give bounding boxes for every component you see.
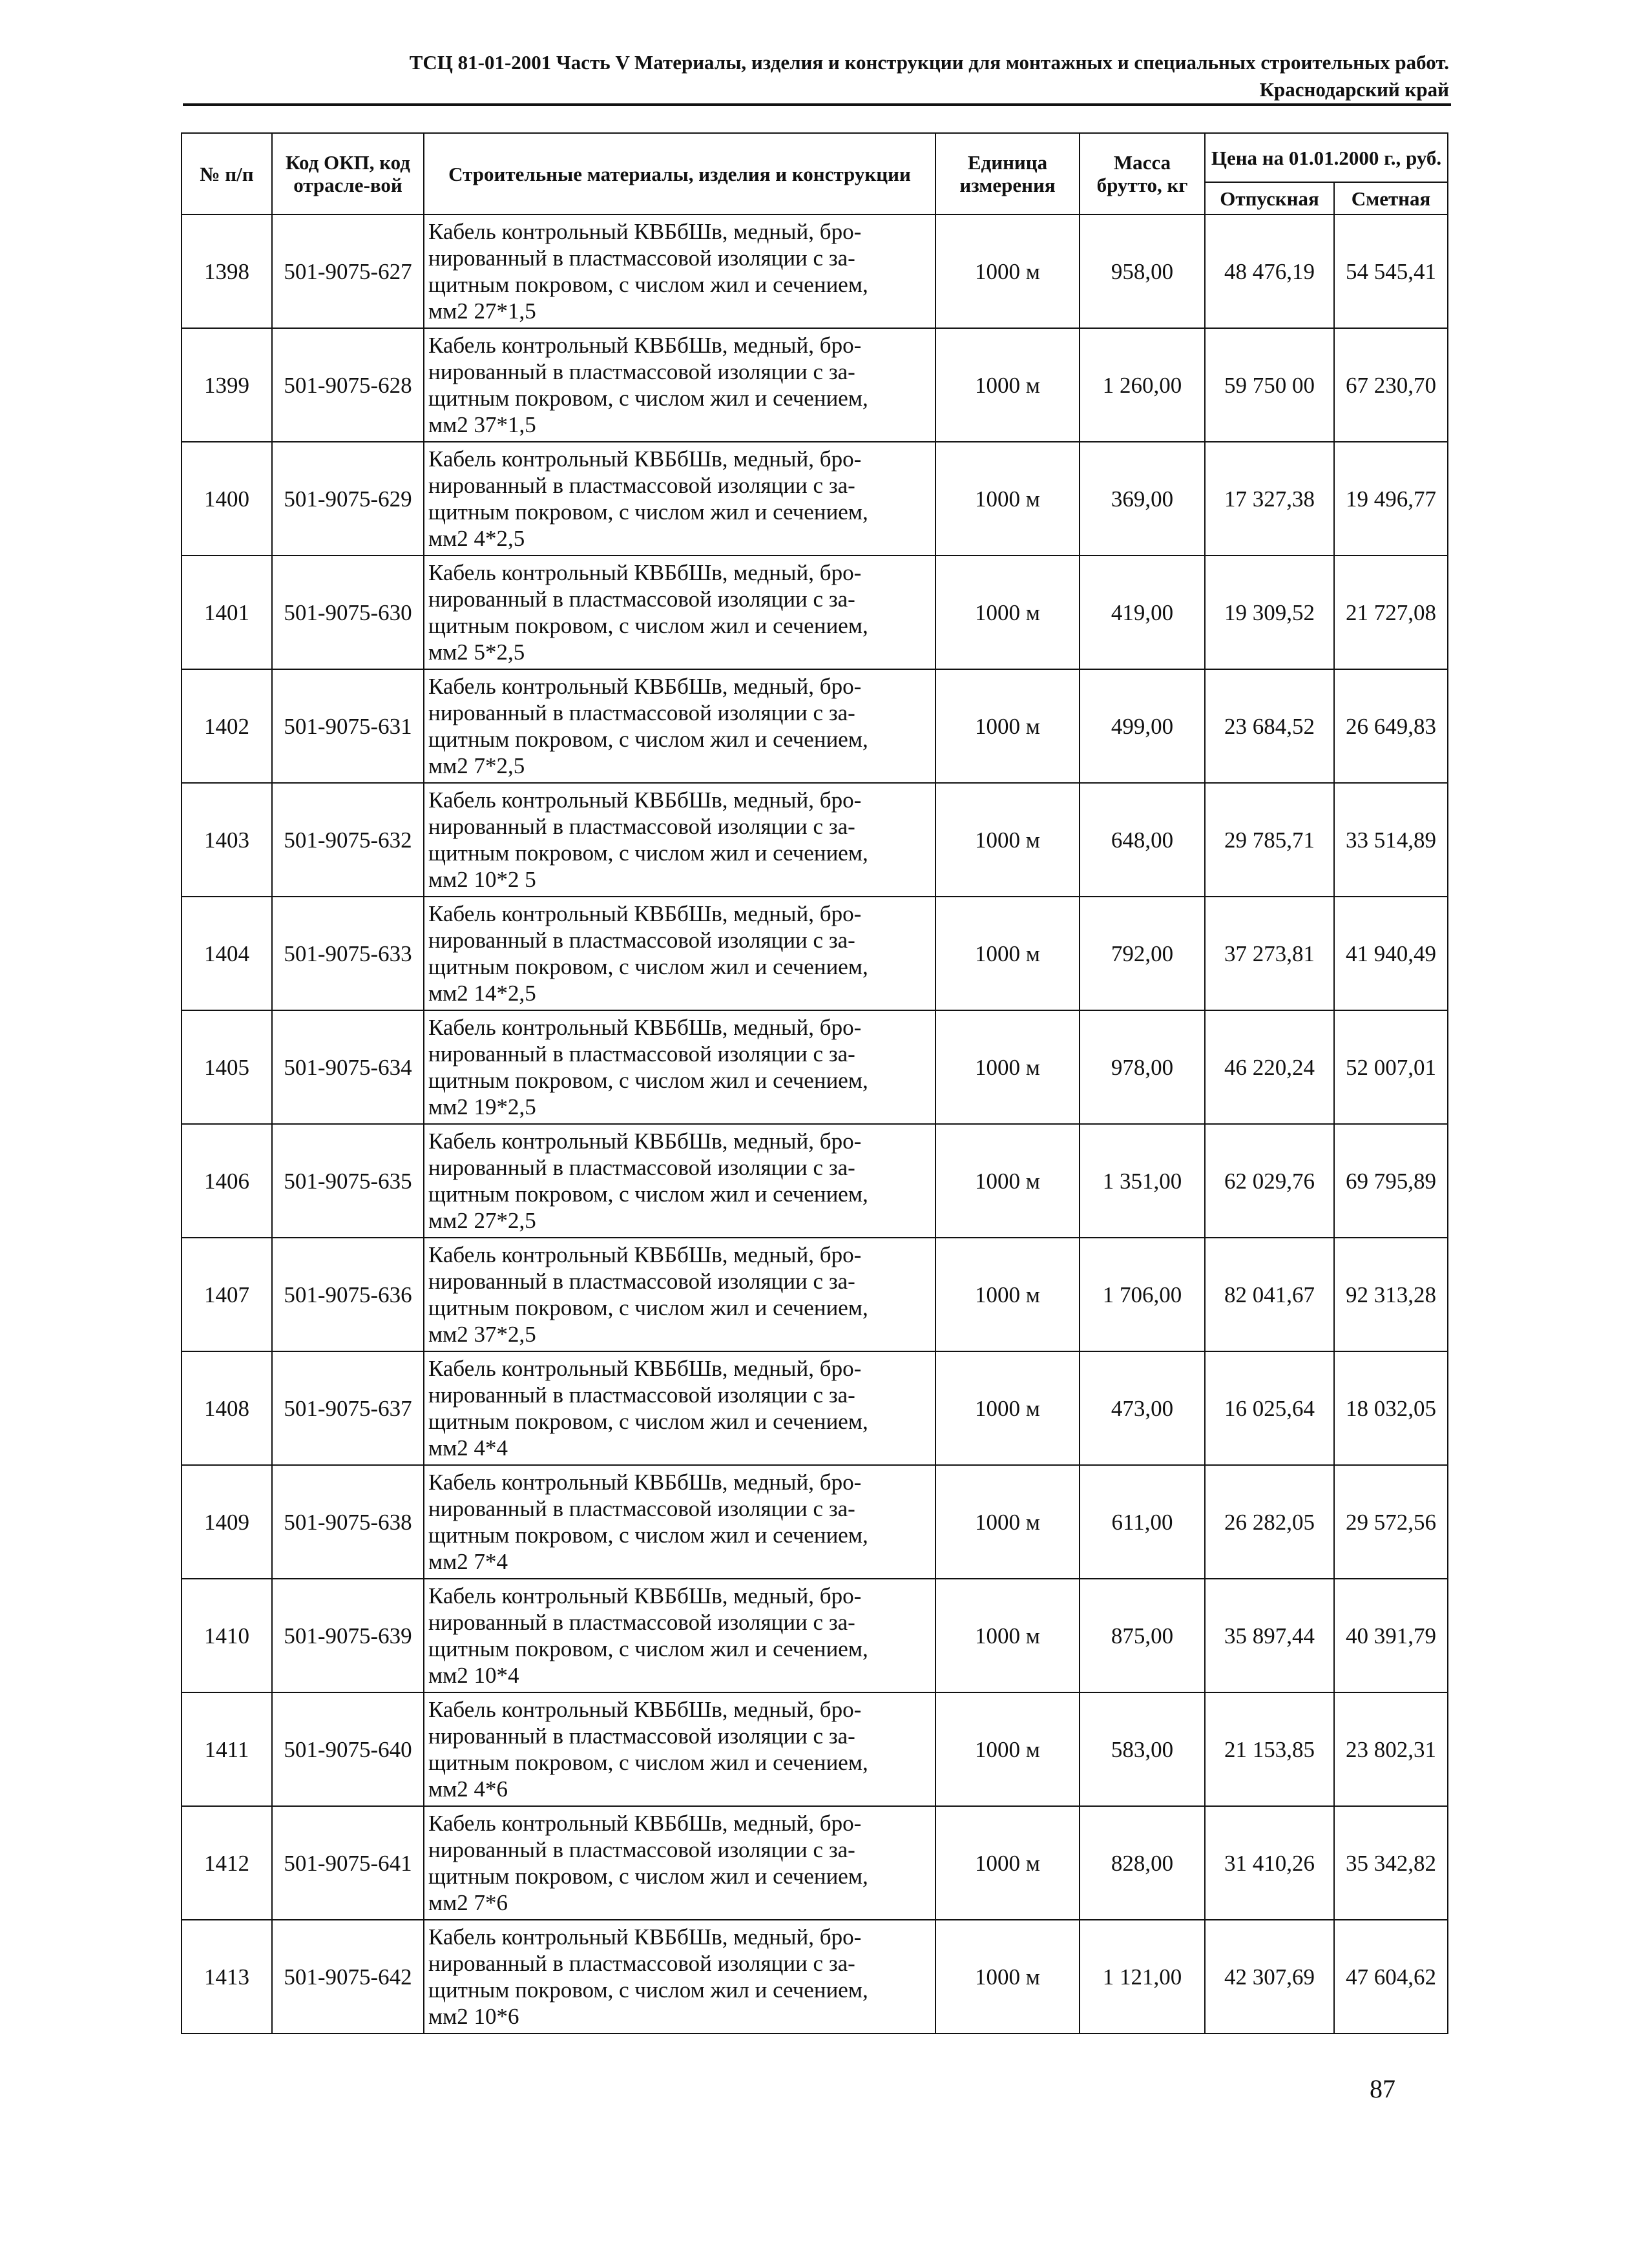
material-section: мм2 19*2,5: [428, 1094, 536, 1119]
okp-code: 501-9075-631: [272, 669, 424, 783]
mass: 648,00: [1080, 783, 1205, 897]
table-row: [182, 783, 1448, 897]
price-release: 26 282,05: [1205, 1465, 1334, 1579]
material-section: мм2 10*2 5: [428, 867, 536, 892]
price-estimate: 26 649,83: [1334, 669, 1448, 783]
material-name-line: нированный в пластмассовой изоляции с за-: [428, 928, 855, 953]
mass: 1 351,00: [1080, 1124, 1205, 1238]
page-number: 87: [1370, 2074, 1395, 2103]
okp-code: 501-9075-642: [272, 1920, 424, 2034]
col-header-material: Строительные материалы, изделия и конструкции: [424, 133, 935, 214]
mass: 1 121,00: [1080, 1920, 1205, 2034]
material-name: [424, 1920, 935, 2034]
material-section: мм2 37*2,5: [428, 1322, 536, 1347]
material-name-line: Кабель контрольный КВБбШв, медный, бро-: [428, 1356, 862, 1381]
row-number: 1401: [182, 556, 272, 669]
table-row: [182, 1351, 1448, 1465]
row-number: 1411: [182, 1692, 272, 1806]
material-name-line: щитным покровом, с числом жил и сечением,: [428, 386, 868, 411]
price-estimate: 23 802,31: [1334, 1692, 1448, 1806]
price-release: 62 029,76: [1205, 1124, 1334, 1238]
material-name-line: нированный в пластмассовой изоляции с за-: [428, 245, 855, 271]
price-release: 23 684,52: [1205, 669, 1334, 783]
mass: 1 706,00: [1080, 1238, 1205, 1351]
price-release: 17 327,38: [1205, 442, 1334, 556]
material-name: [424, 669, 935, 783]
unit: 1000 м: [935, 328, 1080, 442]
material-section: мм2 4*2,5: [428, 526, 525, 551]
material-name-line: нированный в пластмассовой изоляции с за-: [428, 814, 855, 839]
material-name: [424, 556, 935, 669]
material-section: мм2 7*6: [428, 1890, 508, 1915]
material-name-line: щитным покровом, с числом жил и сечением,: [428, 613, 868, 638]
okp-code: 501-9075-633: [272, 897, 424, 1010]
material-name-line: щитным покровом, с числом жил и сечением,: [428, 727, 868, 752]
material-section: мм2 4*4: [428, 1435, 508, 1461]
price-estimate: 33 514,89: [1334, 783, 1448, 897]
price-estimate: 54 545,41: [1334, 214, 1448, 328]
material-name-line: Кабель контрольный КВБбШв, медный, бро-: [428, 1697, 862, 1722]
material-name-line: щитным покровом, с числом жил и сечением,: [428, 840, 868, 866]
material-name-line: щитным покровом, с числом жил и сечением,: [428, 1409, 868, 1434]
row-number: 1412: [182, 1806, 272, 1920]
price-estimate: 41 940,49: [1334, 897, 1448, 1010]
material-name-line: Кабель контрольный КВБбШв, медный, бро-: [428, 1583, 862, 1608]
mass: 419,00: [1080, 556, 1205, 669]
price-release: 29 785,71: [1205, 783, 1334, 897]
material-name-line: Кабель контрольный КВБбШв, медный, бро-: [428, 333, 862, 358]
price-estimate: 29 572,56: [1334, 1465, 1448, 1579]
material-name-line: Кабель контрольный КВБбШв, медный, бро-: [428, 219, 862, 244]
table-row: [182, 1010, 1448, 1124]
material-name-line: нированный в пластмассовой изоляции с за-: [428, 1951, 855, 1976]
okp-code: 501-9075-641: [272, 1806, 424, 1920]
mass: 473,00: [1080, 1351, 1205, 1465]
price-estimate: 52 007,01: [1334, 1010, 1448, 1124]
mass: 828,00: [1080, 1806, 1205, 1920]
mass: 369,00: [1080, 442, 1205, 556]
okp-code: 501-9075-627: [272, 214, 424, 328]
row-number: 1399: [182, 328, 272, 442]
material-name-line: Кабель контрольный КВБбШв, медный, бро-: [428, 1924, 862, 1950]
price-release: 42 307,69: [1205, 1920, 1334, 2034]
unit: 1000 м: [935, 442, 1080, 556]
col-header-price-estimate: Сметная: [1334, 182, 1448, 214]
material-name-line: нированный в пластмассовой изоляции с за-: [428, 1837, 855, 1862]
table-body: [182, 214, 1448, 2034]
mass: 1 260,00: [1080, 328, 1205, 442]
material-section: мм2 10*4: [428, 1663, 519, 1688]
row-number: 1410: [182, 1579, 272, 1692]
header-title: ТСЦ 81-01-2001 Часть V Материалы, изделия и конструкции для монтажных и специальных строительных работ.: [409, 51, 1449, 74]
material-name-line: щитным покровом, с числом жил и сечением,: [428, 1068, 868, 1093]
unit: 1000 м: [935, 1010, 1080, 1124]
row-number: 1413: [182, 1920, 272, 2034]
okp-code: 501-9075-640: [272, 1692, 424, 1806]
unit: 1000 м: [935, 783, 1080, 897]
col-header-price-release: Отпускная: [1205, 182, 1334, 214]
material-name-line: нированный в пластмассовой изоляции с за-: [428, 1269, 855, 1294]
unit: 1000 м: [935, 1238, 1080, 1351]
unit: 1000 м: [935, 1465, 1080, 1579]
material-name-line: Кабель контрольный КВБбШв, медный, бро-: [428, 1129, 862, 1154]
material-name-line: щитным покровом, с числом жил и сечением,: [428, 1864, 868, 1889]
okp-code: 501-9075-636: [272, 1238, 424, 1351]
table-row: [182, 1124, 1448, 1238]
mass: 499,00: [1080, 669, 1205, 783]
price-release: 37 273,81: [1205, 897, 1334, 1010]
price-release: 16 025,64: [1205, 1351, 1334, 1465]
material-name-line: щитным покровом, с числом жил и сечением,: [428, 1750, 868, 1775]
material-name: [424, 1692, 935, 1806]
material-name-line: нированный в пластмассовой изоляции с за-: [428, 1382, 855, 1408]
material-name-line: Кабель контрольный КВБбШв, медный, бро-: [428, 560, 862, 585]
price-estimate: 67 230,70: [1334, 328, 1448, 442]
row-number: 1398: [182, 214, 272, 328]
material-name-line: Кабель контрольный КВБбШв, медный, бро-: [428, 1015, 862, 1040]
material-name: [424, 1124, 935, 1238]
okp-code: 501-9075-635: [272, 1124, 424, 1238]
okp-code: 501-9075-630: [272, 556, 424, 669]
material-name: [424, 897, 935, 1010]
material-section: мм2 4*6: [428, 1776, 508, 1802]
material-name-line: щитным покровом, с числом жил и сечением,: [428, 1977, 868, 2003]
material-name-line: Кабель контрольный КВБбШв, медный, бро-: [428, 674, 862, 699]
price-estimate: 92 313,28: [1334, 1238, 1448, 1351]
mass: 978,00: [1080, 1010, 1205, 1124]
material-section: мм2 7*2,5: [428, 753, 525, 778]
table-row: [182, 1920, 1448, 2034]
unit: 1000 м: [935, 1579, 1080, 1692]
okp-code: 501-9075-638: [272, 1465, 424, 1579]
header-region: Краснодарский край: [1259, 78, 1449, 101]
col-header-unit: Единица измерения: [935, 133, 1080, 214]
row-number: 1403: [182, 783, 272, 897]
table-row: [182, 1465, 1448, 1579]
unit: 1000 м: [935, 214, 1080, 328]
material-name-line: Кабель контрольный КВБбШв, медный, бро-: [428, 1470, 862, 1495]
table-row: [182, 1806, 1448, 1920]
unit: 1000 м: [935, 897, 1080, 1010]
price-estimate: 21 727,08: [1334, 556, 1448, 669]
table-header: [182, 133, 1448, 214]
unit: 1000 м: [935, 1351, 1080, 1465]
material-name: [424, 328, 935, 442]
row-number: 1408: [182, 1351, 272, 1465]
table-row: [182, 328, 1448, 442]
okp-code: 501-9075-628: [272, 328, 424, 442]
price-release: 35 897,44: [1205, 1579, 1334, 1692]
table-row: [182, 1692, 1448, 1806]
price-estimate: 19 496,77: [1334, 442, 1448, 556]
okp-code: 501-9075-632: [272, 783, 424, 897]
material-name-line: нированный в пластмассовой изоляции с за-: [428, 1723, 855, 1749]
material-name-line: Кабель контрольный КВБбШв, медный, бро-: [428, 1811, 862, 1836]
row-number: 1407: [182, 1238, 272, 1351]
col-header-price-group: Цена на 01.01.2000 г., руб.: [1205, 133, 1448, 182]
mass: 792,00: [1080, 897, 1205, 1010]
row-number: 1400: [182, 442, 272, 556]
unit: 1000 м: [935, 1692, 1080, 1806]
table-row: [182, 214, 1448, 328]
unit: 1000 м: [935, 556, 1080, 669]
material-name-line: нированный в пластмассовой изоляции с за-: [428, 1496, 855, 1521]
table-row: [182, 669, 1448, 783]
material-name: [424, 1351, 935, 1465]
material-section: мм2 27*1,5: [428, 298, 536, 324]
material-name: [424, 1465, 935, 1579]
row-number: 1406: [182, 1124, 272, 1238]
table-row: [182, 442, 1448, 556]
row-number: 1402: [182, 669, 272, 783]
material-section: мм2 7*4: [428, 1549, 508, 1574]
unit: 1000 м: [935, 1920, 1080, 2034]
material-name-line: Кабель контрольный КВБбШв, медный, бро-: [428, 1242, 862, 1267]
material-name: [424, 214, 935, 328]
mass: 611,00: [1080, 1465, 1205, 1579]
price-release: 19 309,52: [1205, 556, 1334, 669]
material-name-line: Кабель контрольный КВБбШв, медный, бро-: [428, 787, 862, 813]
unit: 1000 м: [935, 1124, 1080, 1238]
material-name: [424, 442, 935, 556]
col-header-num: № п/п: [182, 133, 272, 214]
material-name-line: щитным покровом, с числом жил и сечением,: [428, 1636, 868, 1661]
material-section: мм2 5*2,5: [428, 640, 525, 665]
material-name-line: нированный в пластмассовой изоляции с за-: [428, 1610, 855, 1635]
unit: 1000 м: [935, 669, 1080, 783]
material-name-line: Кабель контрольный КВБбШв, медный, бро-: [428, 446, 862, 472]
price-estimate: 18 032,05: [1334, 1351, 1448, 1465]
price-release: 59 750 00: [1205, 328, 1334, 442]
price-release: 31 410,26: [1205, 1806, 1334, 1920]
row-number: 1404: [182, 897, 272, 1010]
material-name-line: нированный в пластмассовой изоляции с за-: [428, 587, 855, 612]
header-rule: [183, 103, 1451, 106]
material-section: мм2 37*1,5: [428, 412, 536, 437]
mass: 875,00: [1080, 1579, 1205, 1692]
material-name-line: нированный в пластмассовой изоляции с за-: [428, 359, 855, 384]
material-name: [424, 1238, 935, 1351]
material-name-line: щитным покровом, с числом жил и сечением,: [428, 1523, 868, 1548]
material-name-line: нированный в пластмассовой изоляции с за-: [428, 1041, 855, 1066]
col-header-code: Код ОКП, код отрасле-вой: [272, 133, 424, 214]
material-name: [424, 1579, 935, 1692]
material-name: [424, 1806, 935, 1920]
material-name-line: щитным покровом, с числом жил и сечением,: [428, 499, 868, 525]
okp-code: 501-9075-629: [272, 442, 424, 556]
material-name-line: щитным покровом, с числом жил и сечением,: [428, 1295, 868, 1320]
price-release: 82 041,67: [1205, 1238, 1334, 1351]
material-section: мм2 10*6: [428, 2004, 519, 2029]
material-name: [424, 783, 935, 897]
mass: 958,00: [1080, 214, 1205, 328]
price-release: 48 476,19: [1205, 214, 1334, 328]
row-number: 1405: [182, 1010, 272, 1124]
table-row: [182, 897, 1448, 1010]
price-release: 21 153,85: [1205, 1692, 1334, 1806]
material-name-line: щитным покровом, с числом жил и сечением,: [428, 1181, 868, 1207]
col-header-mass: Масса брутто, кг: [1080, 133, 1205, 214]
table-row: [182, 1579, 1448, 1692]
table-row: [182, 556, 1448, 669]
price-table: [181, 132, 1448, 2034]
table-row: [182, 1238, 1448, 1351]
material-name-line: нированный в пластмассовой изоляции с за-: [428, 473, 855, 498]
okp-code: 501-9075-634: [272, 1010, 424, 1124]
price-estimate: 40 391,79: [1334, 1579, 1448, 1692]
okp-code: 501-9075-639: [272, 1579, 424, 1692]
row-number: 1409: [182, 1465, 272, 1579]
price-estimate: 35 342,82: [1334, 1806, 1448, 1920]
price-release: 46 220,24: [1205, 1010, 1334, 1124]
mass: 583,00: [1080, 1692, 1205, 1806]
material-name-line: нированный в пластмассовой изоляции с за-: [428, 700, 855, 725]
price-estimate: 69 795,89: [1334, 1124, 1448, 1238]
material-section: мм2 27*2,5: [428, 1208, 536, 1233]
material-name: [424, 1010, 935, 1124]
unit: 1000 м: [935, 1806, 1080, 1920]
material-name-line: щитным покровом, с числом жил и сечением,: [428, 954, 868, 979]
material-name-line: нированный в пластмассовой изоляции с за-: [428, 1155, 855, 1180]
material-name-line: Кабель контрольный КВБбШв, медный, бро-: [428, 901, 862, 926]
price-estimate: 47 604,62: [1334, 1920, 1448, 2034]
material-name-line: щитным покровом, с числом жил и сечением,: [428, 272, 868, 297]
document-header: [181, 49, 1449, 103]
okp-code: 501-9075-637: [272, 1351, 424, 1465]
material-section: мм2 14*2,5: [428, 981, 536, 1006]
